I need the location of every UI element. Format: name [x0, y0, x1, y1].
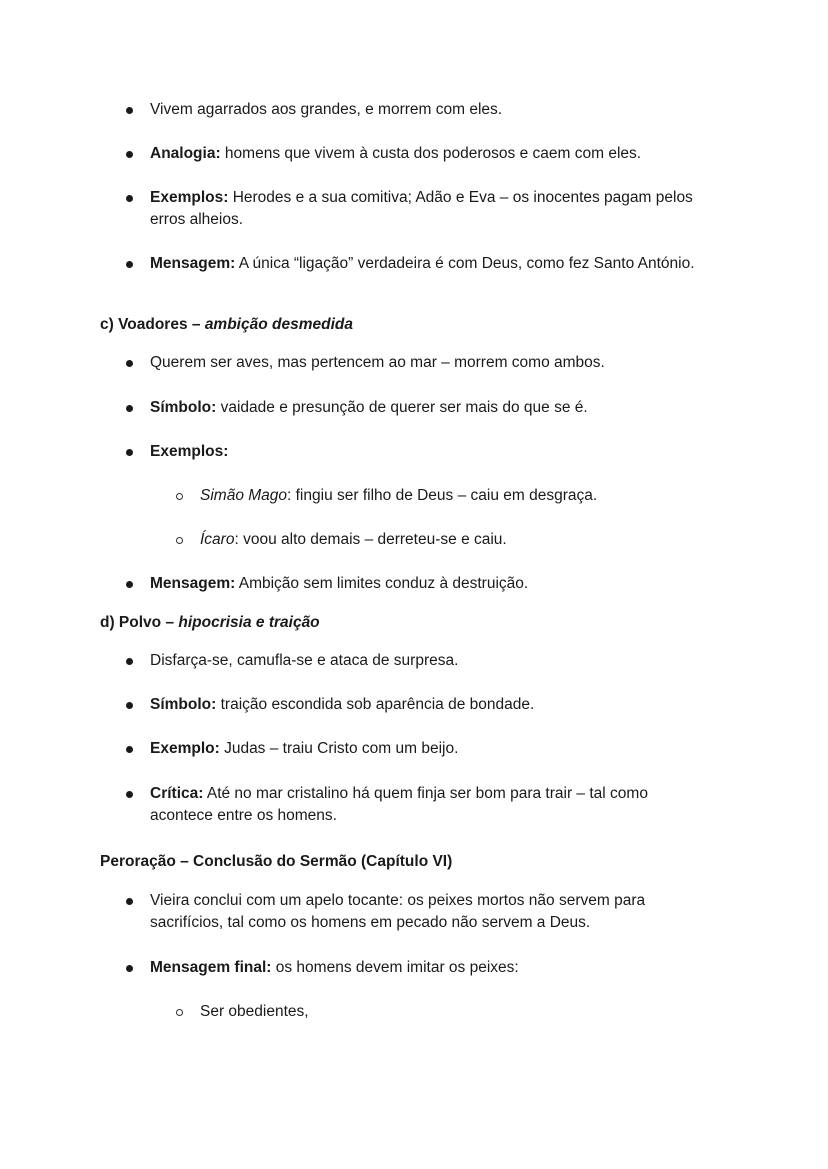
item-text: Vieira conclui com um apelo tocante: os peixes mortos não servem para sacrifícios, tal como os homens em pecado não servem a Deus. [150, 892, 646, 931]
hollow-bullet-icon [176, 537, 183, 544]
bullet-icon [126, 151, 133, 158]
item-label: Símbolo: [150, 399, 217, 416]
section-heading-voadores: c) Voadores – ambição desmedida [100, 316, 353, 333]
bullet-icon [126, 261, 133, 268]
item-text: Até no mar cristalino há quem finja ser bom para trair – tal como acontece entre os homens. [150, 785, 648, 824]
bullet-icon [126, 898, 133, 905]
item-text: Ambição sem limites conduz à destruição. [235, 575, 529, 592]
bullet-icon [126, 965, 133, 972]
section-heading-peroracao: Peroração – Conclusão do Sermão (Capítulo VI) [100, 853, 453, 870]
list-item [150, 441, 710, 463]
bullet-icon [126, 405, 133, 412]
bullet-icon [126, 702, 133, 709]
list-item [150, 143, 710, 165]
list-item [150, 352, 710, 374]
item-text: traição escondida sob aparência de bondade. [216, 696, 535, 713]
bullet-icon [126, 746, 133, 753]
item-text: Vivem agarrados aos grandes, e morrem com eles. [150, 101, 503, 118]
item-text: Herodes e a sua comitiva; Adão e Eva – os inocentes pagam pelos erros alheios. [150, 189, 693, 228]
bullet-icon [126, 791, 133, 798]
bullet-icon [126, 581, 133, 588]
item-label: Exemplo: [150, 740, 220, 757]
item-label: Analogia: [150, 145, 221, 162]
list-item [150, 694, 710, 716]
item-text: os homens devem imitar os peixes: [271, 959, 519, 976]
bullet-icon [126, 658, 133, 665]
list-item [150, 890, 710, 934]
list-item [150, 650, 710, 672]
hollow-bullet-icon [176, 1009, 183, 1016]
item-text: Querem ser aves, mas pertencem ao mar – morrem como ambos. [150, 354, 605, 371]
item-text: Judas – traiu Cristo com um beijo. [219, 740, 459, 757]
item-italic: Ícaro [200, 531, 235, 548]
list-item [150, 573, 710, 595]
bullet-icon [126, 195, 133, 202]
list-item [150, 738, 710, 760]
bullet-icon [126, 107, 133, 114]
item-text: vaidade e presunção de querer ser mais do que se é. [216, 399, 588, 416]
item-italic: Simão Mago [200, 487, 288, 504]
bullet-icon [126, 360, 133, 367]
bullet-icon [126, 449, 133, 456]
item-label: Crítica: [150, 785, 204, 802]
sub-list-item [200, 529, 710, 551]
list-item [150, 397, 710, 419]
list-item [150, 783, 710, 827]
item-label: Exemplos: [150, 189, 229, 206]
item-text: Ser obedientes, [200, 1003, 309, 1020]
section-heading-polvo: d) Polvo – hipocrisia e traição [100, 614, 320, 631]
item-label: Mensagem final: [150, 959, 272, 976]
item-label: Mensagem: [150, 255, 236, 272]
item-text: A única “ligação” verdadeira é com Deus, como fez Santo António. [235, 255, 695, 272]
list-item [150, 253, 710, 275]
item-text: : voou alto demais – derreteu-se e caiu. [234, 531, 507, 548]
sub-list-item [200, 485, 710, 507]
list-item [150, 99, 710, 121]
item-label: Mensagem: [150, 575, 236, 592]
item-text: Disfarça-se, camufla-se e ataca de surpresa. [150, 652, 459, 669]
item-label: Exemplos: [150, 443, 229, 460]
hollow-bullet-icon [176, 493, 183, 500]
sub-list-item [200, 1001, 710, 1023]
list-item [150, 957, 710, 979]
item-label: Símbolo: [150, 696, 217, 713]
list-item [150, 187, 710, 231]
item-text: : fingiu ser filho de Deus – caiu em desgraça. [287, 487, 598, 504]
item-text: homens que vivem à custa dos poderosos e caem com eles. [220, 145, 642, 162]
